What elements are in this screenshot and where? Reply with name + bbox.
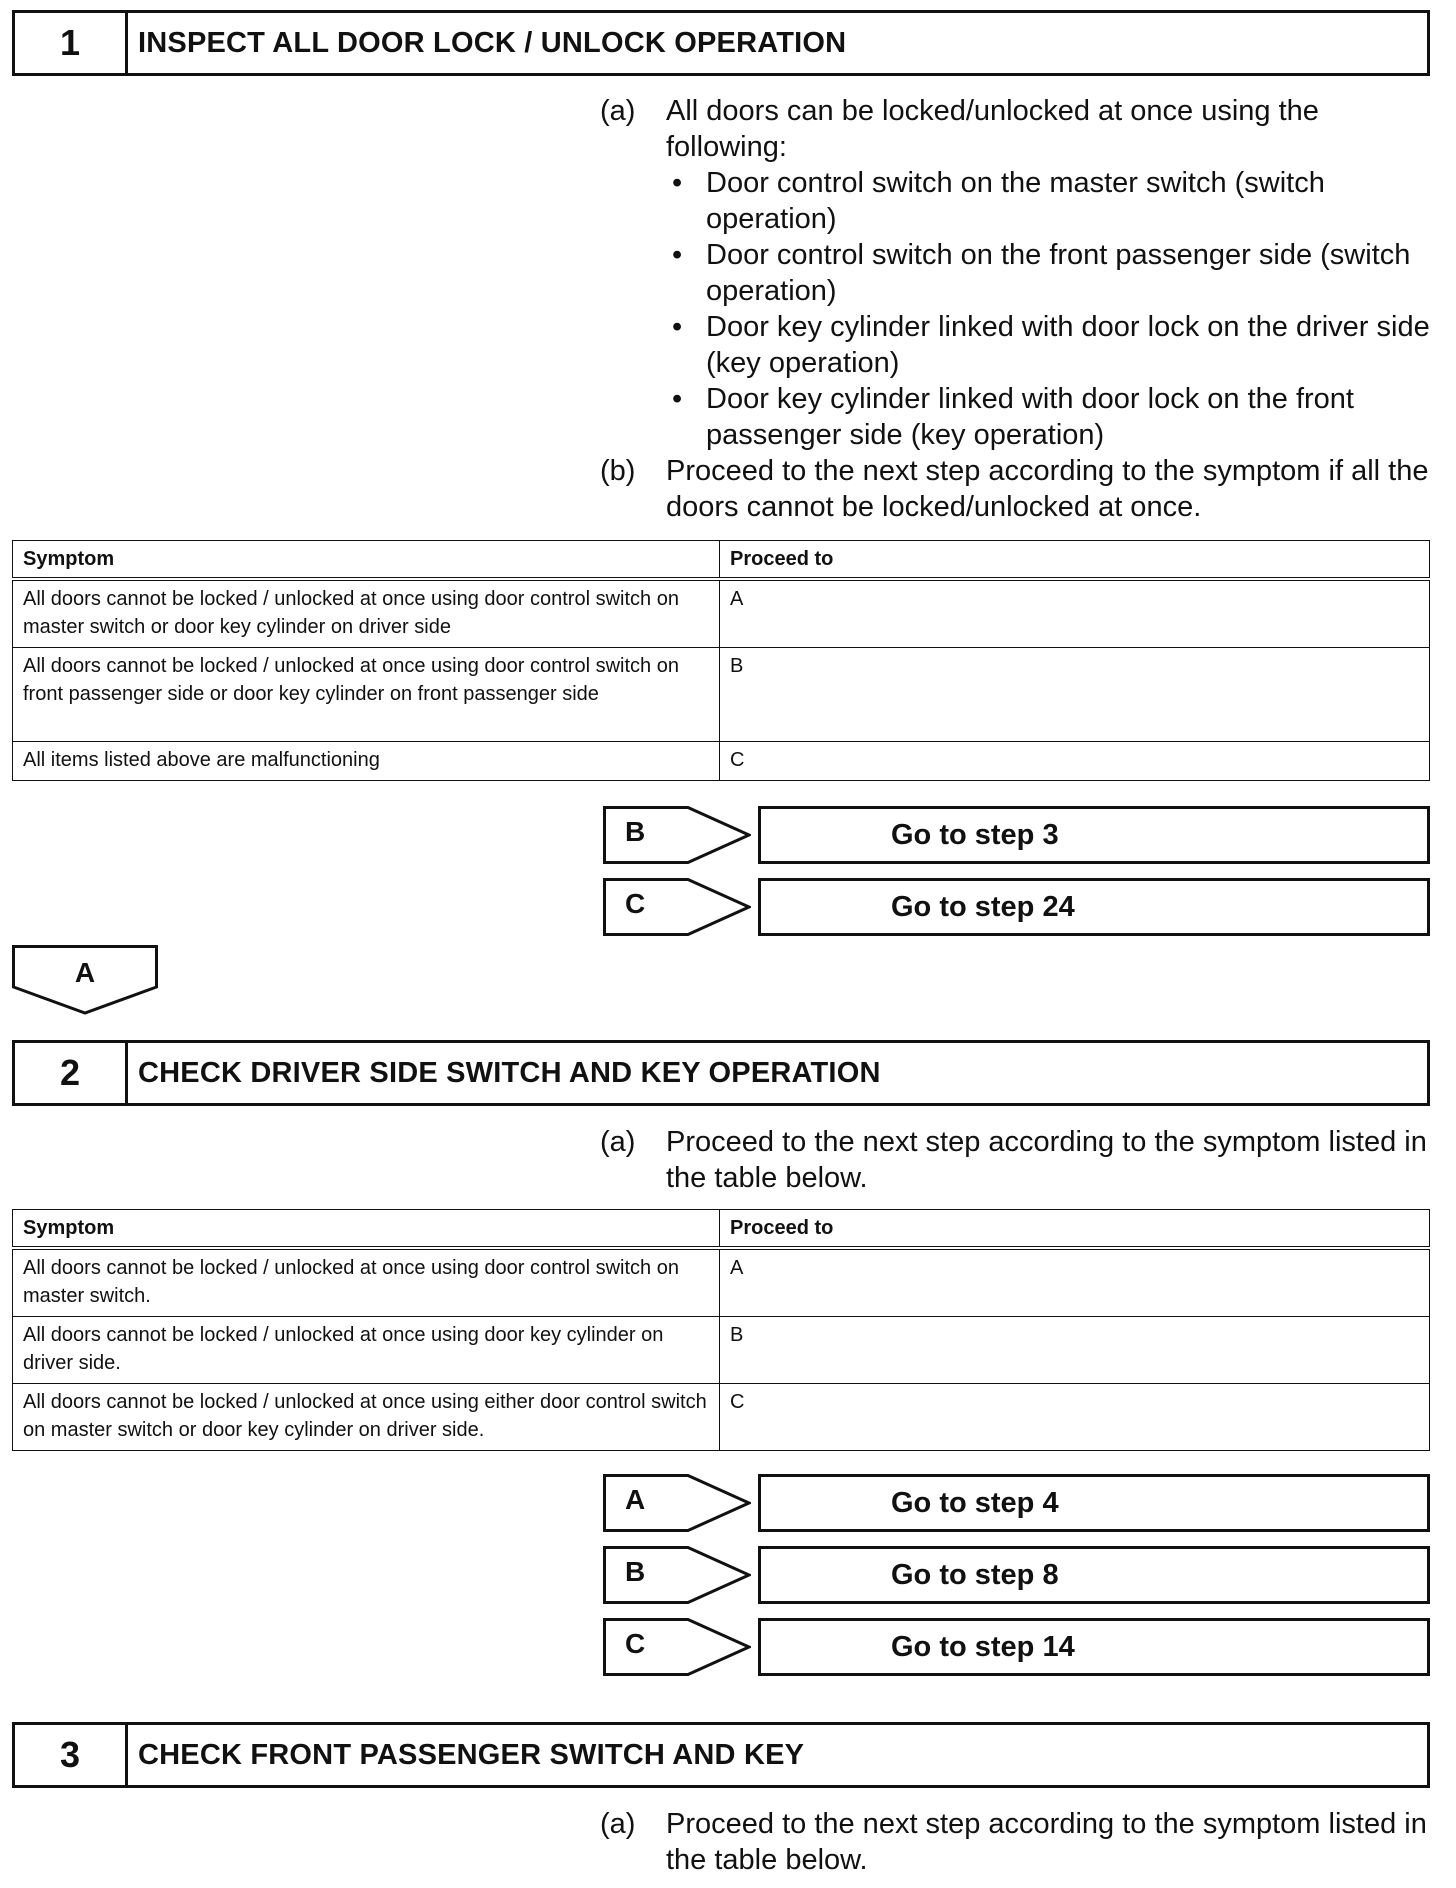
step-number: 3 (15, 1725, 128, 1785)
table-row (13, 579, 1430, 648)
continue-tag-label: A (74, 957, 96, 988)
result-tag: C (603, 878, 751, 936)
column-header: Proceed to (720, 1210, 1430, 1249)
item-label: (b) (600, 455, 636, 487)
step-title: INSPECT ALL DOOR LOCK / UNLOCK OPERATION (138, 26, 847, 59)
goto-row[interactable] (603, 878, 1430, 936)
proceed-cell: B (720, 648, 1430, 742)
step-2-instructions (600, 1124, 1430, 1196)
item-text: Proceed to the next step according to the symptom listed in the table below. (666, 1126, 1427, 1194)
bullet-icon: • (672, 239, 683, 271)
continue-arrow (12, 945, 158, 1015)
proceed-cell: C (720, 1384, 1430, 1451)
goto-row[interactable] (603, 806, 1430, 864)
table-row (13, 1317, 1430, 1384)
item-label: (a) (600, 95, 636, 127)
item-label: (a) (600, 1808, 636, 1840)
item-label: (a) (600, 1126, 636, 1158)
symptom-cell: All doors cannot be locked / unlocked at once using door key cylinder on driver side. (13, 1317, 720, 1384)
bullet-item: • Door key cylinder linked with door lock on the driver side (key operation) (666, 309, 1430, 381)
bullet-list (666, 165, 1430, 453)
proceed-cell: A (720, 1248, 1430, 1317)
symptom-cell: All doors cannot be locked / unlocked at once using door control switch on master switch. (13, 1248, 720, 1317)
step-1-instructions (600, 93, 1430, 525)
goto-step-button[interactable]: Go to step 14 (758, 1618, 1430, 1676)
item-text: Proceed to the next step according to the symptom listed in the table below. (666, 1808, 1427, 1876)
bullet-icon: • (672, 167, 683, 199)
goto-row[interactable] (603, 1546, 1430, 1604)
result-tag: C (603, 1618, 751, 1676)
column-header: Proceed to (720, 541, 1430, 580)
goto-step-button[interactable]: Go to step 3 (758, 806, 1430, 864)
symptom-cell: All doors cannot be locked / unlocked at once using either door control switch on master switch or door key cylinder on driver side. (13, 1384, 720, 1451)
symptom-cell: All items listed above are malfunctioning (13, 742, 720, 781)
bullet-icon: • (672, 311, 683, 343)
table-row (13, 648, 1430, 742)
symptom-table (12, 1209, 1430, 1451)
symptom-table (12, 540, 1430, 781)
result-tag: B (603, 1546, 751, 1604)
goto-row[interactable] (603, 1474, 1430, 1532)
goto-step-button[interactable]: Go to step 24 (758, 878, 1430, 936)
symptom-cell: All doors cannot be locked / unlocked at once using door control switch on master switch or door key cylinder on driver side (13, 579, 720, 648)
goto-step-button[interactable]: Go to step 4 (758, 1474, 1430, 1532)
step-title: CHECK FRONT PASSENGER SWITCH AND KEY (138, 1738, 805, 1771)
proceed-cell: A (720, 579, 1430, 648)
bullet-item: • Door control switch on the front passenger side (switch operation) (666, 237, 1430, 309)
table-header-row (13, 1210, 1430, 1249)
step-2-header (12, 1040, 1430, 1106)
goto-step-button[interactable]: Go to step 8 (758, 1546, 1430, 1604)
result-tag: B (603, 806, 751, 864)
result-tag: A (603, 1474, 751, 1532)
step-3-instructions (600, 1806, 1430, 1878)
item-text: Proceed to the next step according to the symptom if all the doors cannot be locked/unlocked at once. (666, 455, 1429, 523)
step-title: CHECK DRIVER SIDE SWITCH AND KEY OPERATION (138, 1056, 881, 1089)
bullet-item: • Door key cylinder linked with door lock on the front passenger side (key operation) (666, 381, 1430, 453)
table-row (13, 742, 1430, 781)
bullet-icon: • (672, 383, 683, 415)
step-number: 2 (15, 1043, 128, 1103)
proceed-cell: C (720, 742, 1430, 781)
table-row (13, 1384, 1430, 1451)
step-1-header (12, 10, 1430, 76)
proceed-cell: B (720, 1317, 1430, 1384)
bullet-item: • Door control switch on the master switch (switch operation) (666, 165, 1430, 237)
table-row (13, 1248, 1430, 1317)
step-3-header (12, 1722, 1430, 1788)
symptom-cell: All doors cannot be locked / unlocked at once using door control switch on front passenger side or door key cylinder on front passenger side (13, 648, 720, 742)
item-text: All doors can be locked/unlocked at once using the following: (666, 95, 1319, 163)
column-header: Symptom (13, 541, 720, 580)
step-number: 1 (15, 13, 128, 73)
column-header: Symptom (13, 1210, 720, 1249)
table-header-row (13, 541, 1430, 580)
goto-row[interactable] (603, 1618, 1430, 1676)
